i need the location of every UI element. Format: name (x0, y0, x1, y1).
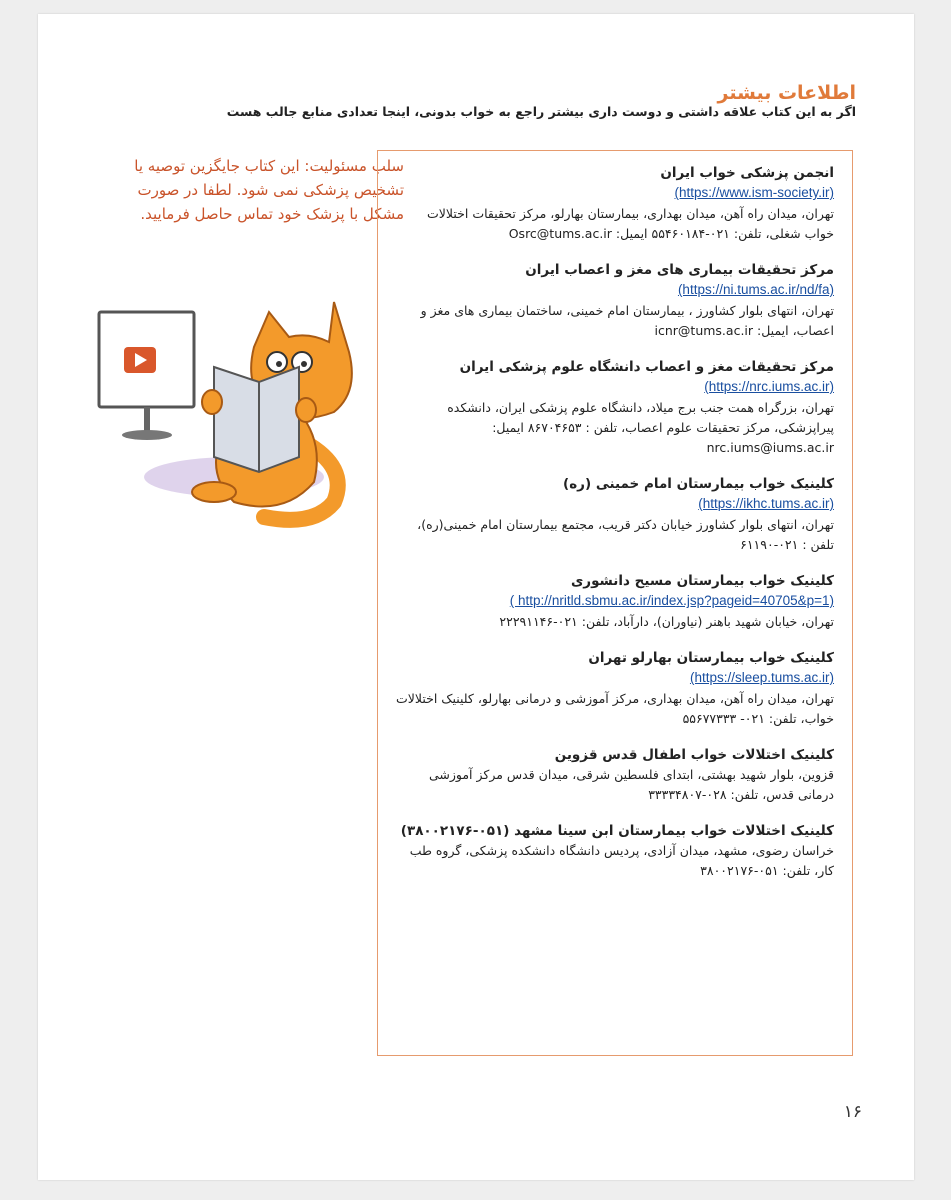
resources-box (377, 150, 853, 1056)
resource-item (394, 648, 834, 729)
resource-title: کلینیک خواب بیمارستان مسیح دانشوری (570, 573, 834, 589)
cat-paw-right (296, 398, 316, 422)
resource-title: کلینیک اختلالات خواب بیمارستان ابن سینا مشهد (۰۵۱-۳۸۰۰۲۱۷۶) (400, 823, 834, 839)
cat-paw-left (202, 390, 222, 414)
resource-address: قزوین، بلوار شهید بهشتی، ابتدای فلسطین شرقی، میدان قدس مرکز آموزشی درمانی قدس، تلفن: ۰۲۸-۳۳۳۳۴۸۰۷ (428, 767, 834, 802)
resource-title: مرکز تحقیقات بیماری های مغز و اعصاب ایران (525, 262, 834, 278)
resource-address: تهران، بزرگراه همت جنب برج میلاد، دانشگاه علوم پزشکی ایران، دانشکده پیراپزشکی، مرکز تحقیقات علوم اعصاب، تلفن : ۸۶۷۰۴۶۵۳ ایمیل: nrc.iums@iums.ac.ir (447, 400, 834, 455)
resource-link[interactable]: (https://www.ism-society.ir) (674, 185, 834, 200)
resource-item (394, 163, 834, 244)
page-number: ۱۶ (843, 1102, 862, 1122)
resource-item (394, 571, 834, 632)
resource-item (394, 821, 834, 881)
intro-text: اگر به این کتاب علاقه داشتی و دوست داری بیشتر راجع به خواب بدونی، اینجا تعدادی منابع جالب هست (226, 104, 856, 119)
cat-foot (192, 482, 236, 502)
document-page (38, 14, 914, 1180)
book (214, 367, 299, 472)
pupil-left (276, 361, 282, 367)
disclaimer-text: سلب مسئولیت: این کتاب جایگزین توصیه یا تشخیص پزشکی نمی شود. لطفا در صورت مشکل با پزشک خود تماس حاصل فرمایید. (134, 157, 404, 223)
pupil-right (301, 361, 307, 367)
resource-title: مرکز تحقیقات مغز و اعصاب دانشگاه علوم پزشکی ایران (459, 359, 834, 375)
resource-address: تهران، میدان راه آهن، میدان بهداری، بیمارستان بهارلو، مرکز تحقیقات اختلالات خواب شغلی، تلفن: ۰۲۱-۵۵۴۶۰۱۸۴ ایمیل: Osrc@tums.ac.ir (427, 206, 834, 241)
resource-link[interactable]: (https://nrc.iums.ac.ir) (704, 379, 834, 394)
resource-title: انجمن پزشکی خواب ایران (660, 165, 834, 181)
resource-link[interactable]: ( http://nritld.sbmu.ac.ir/index.jsp?pageid=40705&p=1) (509, 593, 834, 608)
resource-address: تهران، میدان راه آهن، میدان بهداری، مرکز آموزشی و درمانی بهارلو، کلینیک اختلالات خواب، تلفن: ۰۲۱- ۵۵۶۷۷۳۳۳ (395, 691, 834, 726)
resource-link[interactable]: (https://sleep.tums.ac.ir) (689, 670, 834, 685)
resource-item (394, 745, 834, 805)
monitor-stand (144, 407, 150, 433)
resource-title: کلینیک خواب بیمارستان بهارلو تهران (588, 650, 834, 666)
resource-address: تهران، انتهای بلوار کشاورز ، بیمارستان امام خمینی، ساختمان بیماری های مغز و اعصاب، ایمیل: icnr@tums.ac.ir (420, 303, 834, 338)
resource-link[interactable]: (https://ikhc.tums.ac.ir) (698, 496, 834, 511)
resource-address: خراسان رضوی، مشهد، میدان آزادی، پردیس دانشگاه دانشکده پزشکی، گروه طب کار، تلفن: ۰۵۱-۳۸۰۰۲۱۷۶ (409, 843, 834, 878)
cat-reading-illustration (94, 292, 394, 542)
resource-item (394, 260, 834, 341)
resource-item (394, 357, 834, 458)
resource-address: تهران، انتهای بلوار کشاورز خیابان دکتر قریب، مجتمع بیمارستان امام خمینی(ره)، تلفن : ۰۲۱-۶۱۱۹۰ (417, 517, 834, 552)
resource-item (394, 474, 834, 555)
resource-title: کلینیک اختلالات خواب اطفال قدس قزوین (554, 747, 834, 763)
resources-list (394, 163, 834, 897)
resource-title: کلینیک خواب بیمارستان امام خمینی (ره) (563, 476, 834, 492)
monitor-base (122, 430, 172, 440)
resource-link[interactable]: (https://ni.tums.ac.ir/nd/fa) (677, 282, 834, 297)
section-title: اطلاعات بیشتر (717, 82, 856, 104)
resource-address: تهران، خیابان شهید باهنر (نیاوران)، دارآباد، تلفن: ۰۲۱-۲۲۲۹۱۱۴۶ (499, 614, 834, 629)
